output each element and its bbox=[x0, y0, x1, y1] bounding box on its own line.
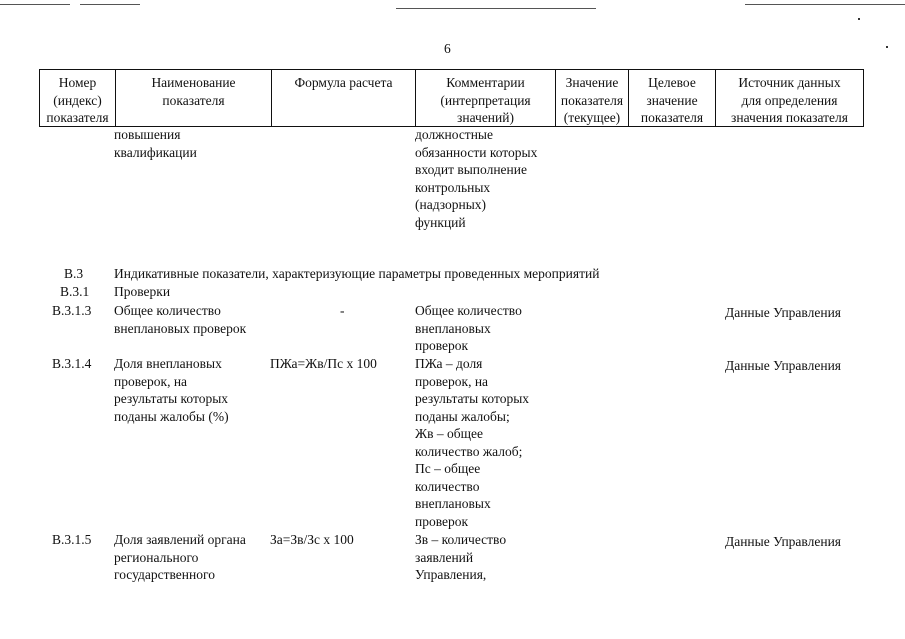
scan-line-top-right bbox=[745, 4, 905, 5]
cell-text: Зв – количество bbox=[415, 532, 507, 547]
cell-text: регионального bbox=[114, 549, 199, 565]
continuation-name bbox=[114, 126, 197, 161]
header-col-source bbox=[715, 70, 863, 126]
cell-text: квалификации bbox=[114, 144, 197, 160]
header-text: Значение bbox=[565, 75, 619, 90]
table-header bbox=[39, 69, 864, 127]
cell-text: государственного bbox=[114, 567, 215, 582]
header-text: Источник данных bbox=[738, 75, 841, 90]
cell-text: заявлений bbox=[415, 549, 474, 565]
row-source: Данные Управления bbox=[725, 305, 842, 320]
header-text: Формула расчета bbox=[294, 75, 393, 90]
row-formula: - bbox=[340, 303, 345, 318]
row-name bbox=[114, 531, 246, 584]
row-name bbox=[114, 302, 246, 337]
scan-line-top-middle bbox=[396, 8, 596, 9]
header-text: Целевое bbox=[648, 75, 696, 90]
header-col-target-value bbox=[628, 70, 715, 126]
cell-text: должностные bbox=[415, 127, 493, 142]
header-text: Наименование bbox=[151, 75, 236, 90]
row-source: Данные Управления bbox=[725, 534, 842, 549]
header-col-comments bbox=[415, 70, 555, 126]
header-text: (текущее) bbox=[563, 110, 621, 125]
row-comment bbox=[415, 302, 522, 355]
header-col-formula bbox=[271, 70, 415, 126]
row-code: В.3.1.3 bbox=[52, 303, 92, 318]
cell-text: проверок, на bbox=[114, 373, 188, 389]
header-text: показателя bbox=[560, 92, 624, 108]
cell-text: поданы жалобы; bbox=[415, 408, 510, 424]
page-number: 6 bbox=[444, 41, 451, 56]
cell-text: контрольных bbox=[415, 179, 491, 195]
header-col-current-value bbox=[555, 70, 628, 126]
section-code-b3: В.3 bbox=[64, 266, 84, 281]
cell-text: повышения bbox=[114, 127, 181, 142]
cell-text: Общее количество bbox=[114, 303, 221, 318]
header-text: Номер bbox=[58, 75, 97, 90]
scan-speck bbox=[886, 46, 888, 48]
cell-text: количество bbox=[415, 478, 480, 494]
cell-text: ПЖа – доля bbox=[415, 356, 483, 371]
row-formula: За=Зв/Зс х 100 bbox=[270, 532, 354, 547]
header-col-index bbox=[40, 70, 115, 126]
row-source: Данные Управления bbox=[725, 358, 842, 373]
header-text: (индекс) bbox=[53, 92, 102, 108]
cell-text: входит выполнение bbox=[415, 162, 527, 177]
row-code: В.3.1.5 bbox=[52, 532, 92, 547]
cell-text: проверок, на bbox=[415, 373, 489, 389]
cell-text: внеплановых bbox=[415, 320, 491, 336]
row-formula: ПЖа=Жв/Пс х 100 bbox=[270, 356, 377, 371]
scan-line-top-left-2 bbox=[80, 4, 140, 5]
cell-text: проверок bbox=[415, 338, 469, 353]
cell-text: Жв – общее bbox=[415, 426, 483, 441]
cell-text: внеплановых bbox=[415, 496, 491, 511]
row-name bbox=[114, 355, 229, 425]
cell-text: Общее количество bbox=[415, 303, 522, 318]
header-col-name bbox=[115, 70, 271, 126]
section-title-b3: Индикативные показатели, характеризующие параметры проведенных мероприятий bbox=[114, 266, 600, 281]
header-text: значение bbox=[646, 92, 698, 108]
cell-text: Доля внеплановых bbox=[114, 356, 222, 371]
header-text: значений) bbox=[457, 110, 514, 125]
cell-text: Пс – общее bbox=[415, 461, 481, 476]
cell-text: внеплановых проверок bbox=[114, 320, 247, 336]
header-text: значения показателя bbox=[731, 110, 848, 125]
scan-line-top-left bbox=[0, 4, 70, 5]
section-title-b31: Проверки bbox=[114, 284, 171, 299]
header-text: показателя bbox=[162, 92, 225, 108]
header-text: Комментарии bbox=[446, 75, 525, 90]
header-text: (интерпретация bbox=[440, 92, 531, 108]
cell-text: проверок bbox=[415, 513, 469, 529]
cell-text: Управления, bbox=[415, 567, 487, 582]
row-code: В.3.1.4 bbox=[52, 356, 92, 371]
header-text: показателя bbox=[46, 110, 109, 125]
cell-text: результаты которых bbox=[114, 391, 229, 406]
continuation-comment bbox=[415, 126, 537, 231]
cell-text: функций bbox=[415, 214, 466, 230]
cell-text: (надзорных) bbox=[415, 197, 487, 212]
header-text: показателя bbox=[640, 110, 704, 125]
cell-text: количество жалоб; bbox=[415, 443, 523, 459]
section-code-b31: В.3.1 bbox=[60, 284, 90, 299]
cell-text: результаты которых bbox=[415, 391, 530, 406]
scan-speck bbox=[858, 18, 860, 20]
row-comment bbox=[415, 355, 529, 530]
row-comment bbox=[415, 531, 506, 584]
cell-text: поданы жалобы (%) bbox=[114, 408, 229, 424]
cell-text: обязанности которых bbox=[415, 144, 538, 160]
cell-text: Доля заявлений органа bbox=[114, 532, 246, 547]
header-text: для определения bbox=[741, 92, 838, 108]
